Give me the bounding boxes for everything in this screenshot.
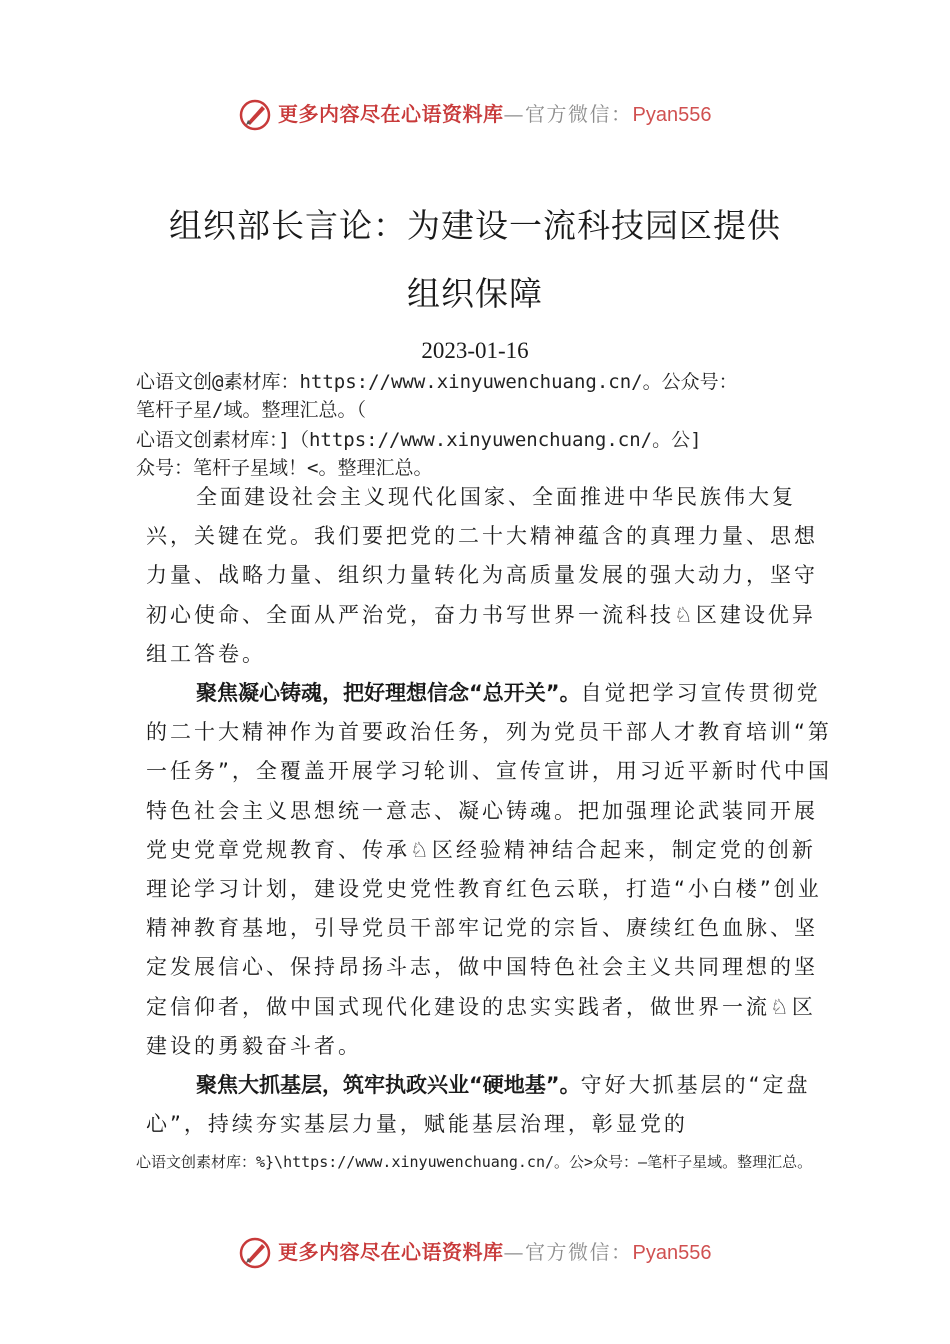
- banner-brand-text: 更多内容尽在心语资料库: [278, 1240, 504, 1264]
- banner-wechat-label: —官方微信：: [503, 1240, 633, 1264]
- page-title-line2: 组织保障: [407, 274, 543, 313]
- source-line: 心语文创素材库：]（https://www.xinyuwenchuang.cn/。公]: [136, 429, 702, 451]
- source-line: 众号：笔杆子星域！<。整理汇总。: [136, 457, 433, 479]
- paragraph-text: 自觉把学习宣传贯彻党的二十大精神作为首要政治任务，列为党员干部人才教育培训“第一任务”，全覆盖开展学习轮训、宣传宣讲，用习近平新时代中国特色社会主义思想统一意志、凝心铸魂。把加强理论武装同开展党史党章党规教育、传承♘区经验精神结合起来，制定党的创新理论学习计划，建设党史党性教育红色云联，打造“小白楼”创业精神教育基地，引导党员干部牢记党的宗旨、赓续红色血脉、坚定发展信心、保持昂扬斗志，做中国特色社会主义共同理想的坚定信仰者，做中国式现代化建设的忠实实践者，做世界一流♘区建设的勇毅奋斗者。: [146, 681, 832, 1058]
- paragraph-ideals: [146, 674, 836, 1066]
- paragraph-heading: 聚焦凝心铸魂，把好理想信念“总开关”。: [196, 681, 581, 706]
- article-body: [146, 478, 836, 1144]
- paragraph-grassroots: [146, 1066, 836, 1144]
- publish-date: 2023-01-16: [421, 338, 529, 363]
- source-line: 心语文创@素材库：https://www.xinyuwenchuang.cn/。公众号：: [136, 371, 738, 393]
- paragraph-text: 守好大抓基层的“定盘心”，持续夯实基层力量，赋能基层治理，彰显党的: [146, 1073, 811, 1137]
- paragraph-heading: 聚焦大抓基层，筑牢执政兴业“硬地基”。: [196, 1073, 581, 1098]
- top-banner: [0, 92, 950, 136]
- page-title-line1: 组织部长言论：为建设一流科技园区提供: [169, 206, 781, 245]
- source-line: 笔杆子星/域。整理汇总。（: [136, 399, 366, 421]
- bottom-banner: [0, 1230, 950, 1274]
- banner-wechat-id: Pyan556: [632, 104, 712, 126]
- brush-logo-icon: [238, 98, 272, 132]
- paragraph-intro: 全面建设社会主义现代化国家、全面推进中华民族伟大复兴，关键在党。我们要把党的二十大精神蕴含的真理力量、思想力量、战略力量、组织力量转化为高质量发展的强大动力，坚守初心使命、全面从严治党，奋力书写世界一流科技♘区建设优异组工答卷。: [146, 485, 818, 666]
- brush-logo-icon: [238, 1236, 272, 1270]
- footer-source-note: 心语文创素材库：%}\https://www.xinyuwenchuang.cn/。公>众号：—笔杆子星域。整理汇总。: [136, 1153, 813, 1171]
- banner-wechat-id: Pyan556: [632, 1242, 712, 1264]
- banner-brand-text: 更多内容尽在心语资料库: [278, 102, 504, 126]
- banner-wechat-label: —官方微信：: [503, 102, 633, 126]
